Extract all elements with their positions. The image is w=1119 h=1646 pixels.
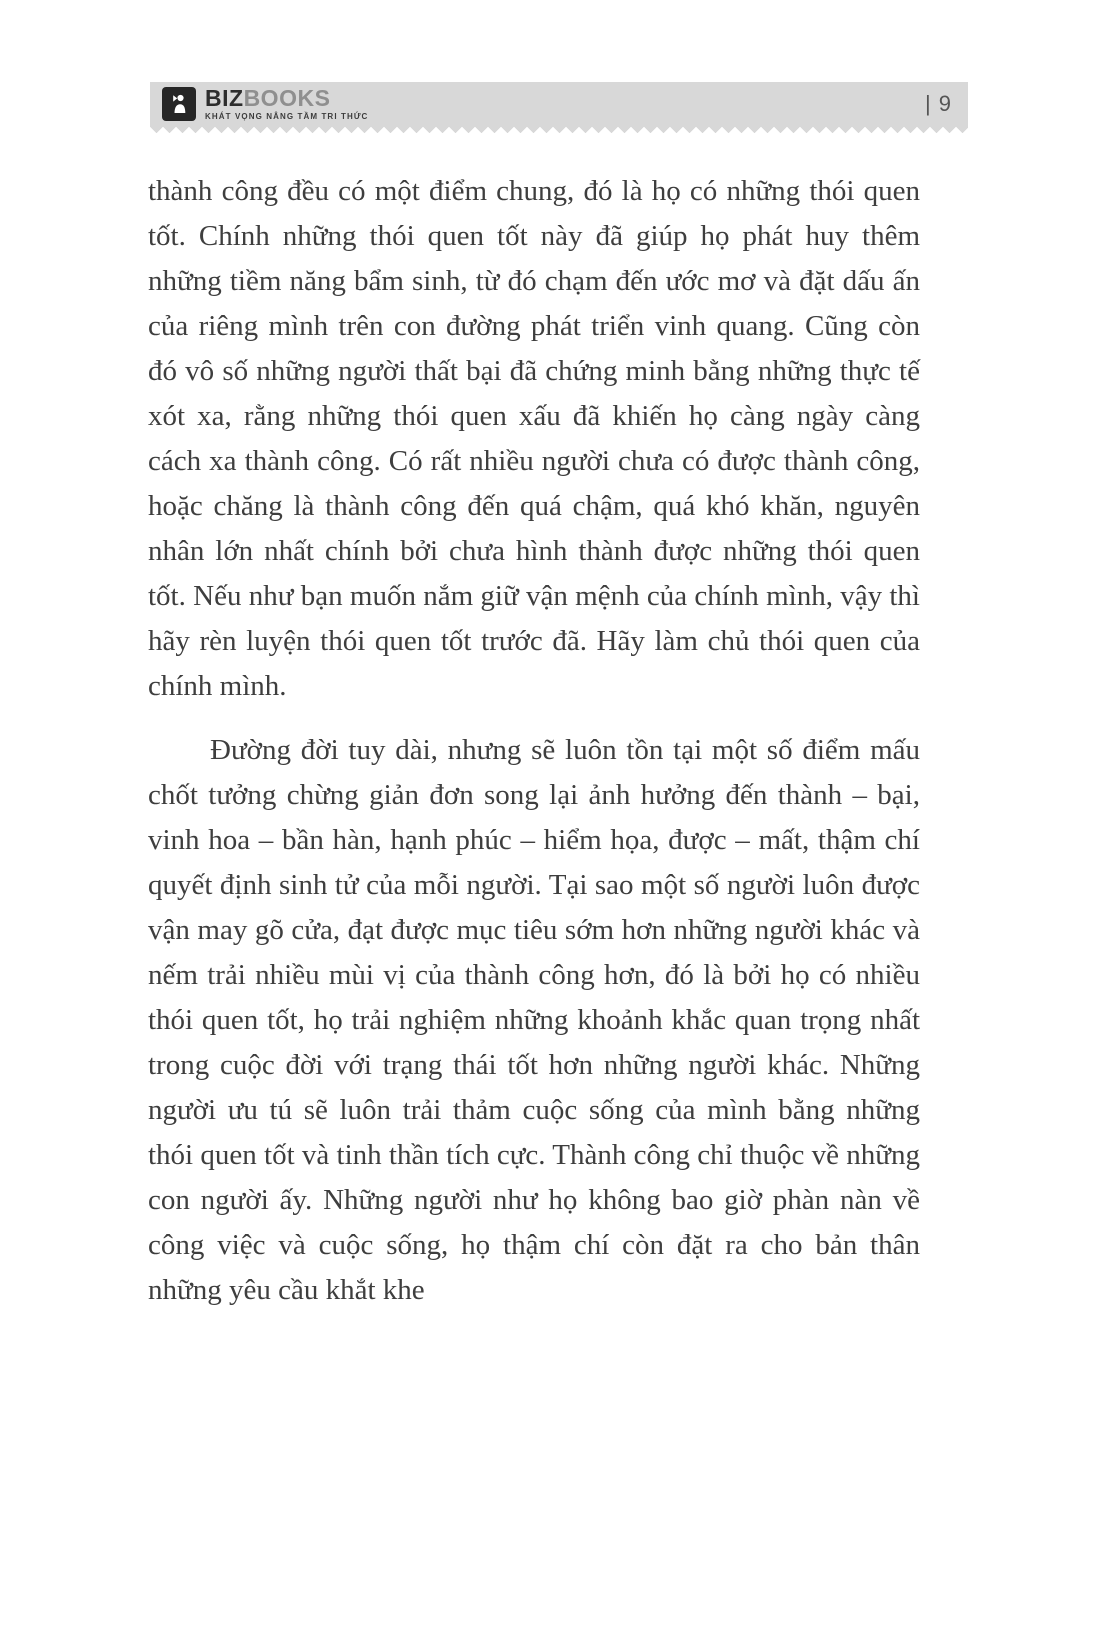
brand-tagline: KHÁT VỌNG NÂNG TẦM TRI THỨC bbox=[205, 112, 369, 121]
brand-name bbox=[205, 87, 368, 110]
page-number: | 9 bbox=[924, 91, 952, 116]
page-header bbox=[150, 82, 968, 133]
bizbooks-brand bbox=[162, 87, 368, 121]
brand-name-biz: BIZ bbox=[205, 85, 244, 111]
header-perforated-edge bbox=[150, 126, 968, 133]
bizbooks-logo-icon bbox=[162, 87, 196, 121]
body-text bbox=[148, 169, 920, 1313]
paragraph: Đường đời tuy dài, nhưng sẽ luôn tồn tại một số điểm mấu chốt tưởng chừng giản đơn song lại ảnh hưởng đến thành – bại, vinh hoa – bần hàn, hạnh phúc – hiểm họa, được – mất, thậm chí quyết định sinh tử của mỗi người. Tại sao một số người luôn được vận may gõ cửa, đạt được mục tiêu sớm hơn những người khác và nếm trải nhiều mùi vị của thành công hơn, đó là bởi họ có nhiều thói quen tốt, họ trải nghiệm những khoảnh khắc quan trọng nhất trong cuộc đời với trạng thái tốt hơn những người khác. Những người ưu tú sẽ luôn trải thảm cuộc sống của mình bằng những thói quen tốt và tinh thần tích cực. Thành công chỉ thuộc về những con người ấy. Những người như họ không bao giờ phàn nàn về công việc và cuộc sống, họ thậm chí còn đặt ra cho bản thân những yêu cầu khắt khe bbox=[148, 734, 920, 1306]
brand-name-books: BOOKS bbox=[243, 85, 331, 111]
paragraph: thành công đều có một điểm chung, đó là họ có những thói quen tốt. Chính những thói quen tốt này đã giúp họ phát huy thêm những tiềm năng bẩm sinh, từ đó chạm đến ước mơ và đặt dấu ấn của riêng mình trên con đường phát triển vinh quang. Cũng còn đó vô số những người thất bại đã chứng minh bằng những thực tế xót xa, rằng những thói quen xấu đã khiến họ càng ngày càng cách xa thành công. Có rất nhiều người chưa có được thành công, hoặc chăng là thành công đến quá chậm, quá khó khăn, nguyên nhân lớn nhất chính bởi chưa hình thành được những thói quen tốt. Nếu như bạn muốn nắm giữ vận mệnh của chính mình, vậy thì hãy rèn luyện thói quen tốt trước đã. Hãy làm chủ thói quen của chính mình. bbox=[148, 175, 920, 702]
brand-text bbox=[205, 87, 368, 121]
header-bar bbox=[150, 82, 968, 126]
